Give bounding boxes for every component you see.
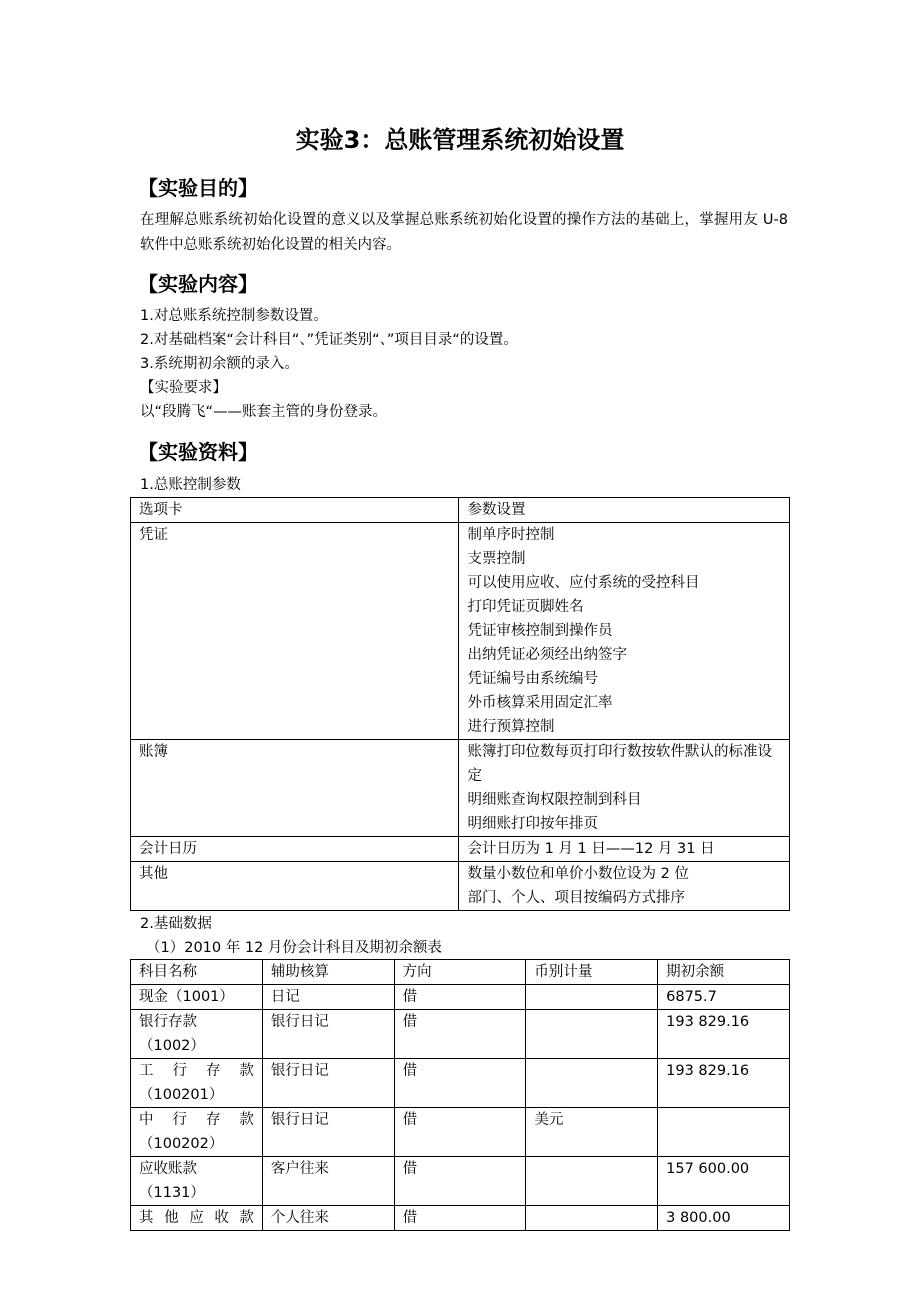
account-balance: 193 829.16 <box>658 1010 790 1059</box>
account-direction: 借 <box>394 1010 526 1059</box>
page-title: 实验3：总账管理系统初始设置 <box>295 126 625 154</box>
account-direction: 借 <box>394 1059 526 1108</box>
param-setting: 数量小数位和单价小数位设为 2 位 <box>467 866 689 882</box>
account-code: （100202） <box>139 1136 224 1152</box>
account-aux: 银行日记 <box>262 1010 394 1059</box>
account-balance: 3 800.00 <box>658 1206 790 1231</box>
account-direction: 借 <box>394 1206 526 1231</box>
param-setting: 明细账查询权限控制到科目 <box>467 792 642 808</box>
table-row <box>131 985 790 1010</box>
table-row <box>131 1157 790 1206</box>
account-aux: 银行日记 <box>262 1059 394 1108</box>
table-header-row <box>131 960 790 985</box>
param-setting: 凭证审核控制到操作员 <box>467 623 613 639</box>
account-code: （100201） <box>139 1087 224 1103</box>
account-name <box>131 1059 263 1108</box>
table-header-cell: 期初余额 <box>658 960 790 985</box>
content-item-1: 1.对总账系统控制参数设置。 <box>140 308 328 324</box>
account-aux: 客户往来 <box>262 1157 394 1206</box>
account-currency <box>526 1010 658 1059</box>
account-name <box>131 1206 263 1231</box>
account-name-text: 中行存款 <box>139 1112 254 1128</box>
param-setting: 可以使用应收、应付系统的受控科目 <box>467 575 700 591</box>
accounts-table <box>130 959 790 1231</box>
table-header-cell: 选项卡 <box>131 498 459 523</box>
requirement-heading: 【实验要求】 <box>140 380 227 396</box>
param-setting: 外币核算采用固定汇率 <box>467 695 613 711</box>
account-balance: 193 829.16 <box>658 1059 790 1108</box>
table-row <box>131 740 790 837</box>
account-currency <box>526 1206 658 1231</box>
param-setting: 凭证编号由系统编号 <box>467 671 598 687</box>
account-aux: 日记 <box>262 985 394 1010</box>
accounts-table-caption: （1）2010 年 12 月份会计科目及期初余额表 <box>146 940 442 956</box>
section-heading-content: 【实验内容】 <box>138 272 258 296</box>
content-item-3: 3.系统期初余额的录入。 <box>140 356 299 372</box>
materials-sub1: 1.总账控制参数 <box>140 477 241 493</box>
param-setting: 账簿打印位数每页打印行数按软件默认的标准设定 <box>467 744 772 784</box>
account-name: 银行存款（1002） <box>131 1010 263 1059</box>
table-row <box>131 837 790 862</box>
param-setting: 打印凭证页脚姓名 <box>467 599 584 615</box>
account-balance: 157 600.00 <box>658 1157 790 1206</box>
account-currency <box>526 1157 658 1206</box>
account-currency <box>526 985 658 1010</box>
table-header-cell: 科目名称 <box>131 960 263 985</box>
purpose-text: 在理解总账系统初始化设置的意义以及掌握总账系统初始化设置的操作方法的基础上，掌握用友 U-8 软件中总账系统初始化设置的相关内容。 <box>140 212 788 253</box>
table-header-cell: 币别计量 <box>526 960 658 985</box>
table-row <box>131 1010 790 1059</box>
param-setting: 制单序时控制 <box>467 527 555 543</box>
table-header-row <box>131 498 790 523</box>
table-header-cell: 辅助核算 <box>262 960 394 985</box>
account-currency: 美元 <box>526 1108 658 1157</box>
param-tab: 会计日历 <box>131 837 459 862</box>
account-name-text: 工行存款 <box>139 1063 254 1079</box>
param-setting: 进行预算控制 <box>467 719 555 735</box>
table-row <box>131 1059 790 1108</box>
param-tab: 凭证 <box>131 523 459 740</box>
account-name-text: 其他应收款 <box>139 1210 254 1226</box>
param-setting: 明细账打印按年排页 <box>467 816 598 832</box>
table-header-cell: 方向 <box>394 960 526 985</box>
materials-sub2: 2.基础数据 <box>140 916 212 932</box>
params-table <box>130 497 790 911</box>
section-heading-purpose: 【实验目的】 <box>138 176 258 200</box>
param-tab: 账簿 <box>131 740 459 837</box>
table-row <box>131 523 790 740</box>
account-balance <box>658 1108 790 1157</box>
account-balance: 6875.7 <box>658 985 790 1010</box>
account-name <box>131 1108 263 1157</box>
requirement-text: 以“段腾飞“——账套主管的身份登录。 <box>140 404 388 420</box>
account-name: 现金（1001） <box>131 985 263 1010</box>
param-setting: 会计日历为 1 月 1 日——12 月 31 日 <box>467 841 715 857</box>
param-tab: 其他 <box>131 862 459 911</box>
param-settings <box>459 837 790 862</box>
section-heading-materials: 【实验资料】 <box>138 440 258 464</box>
param-setting: 支票控制 <box>467 551 526 567</box>
table-row <box>131 1108 790 1157</box>
content-item-2: 2.对基础档案“会计科目“、”凭证类别“、”项目目录“的设置。 <box>140 332 518 348</box>
param-setting: 出纳凭证必须经出纳签字 <box>467 647 627 663</box>
param-settings <box>459 523 790 740</box>
table-header-cell: 参数设置 <box>459 498 790 523</box>
param-settings <box>459 862 790 911</box>
account-aux: 个人往来 <box>262 1206 394 1231</box>
table-row <box>131 1206 790 1231</box>
account-direction: 借 <box>394 985 526 1010</box>
table-row <box>131 862 790 911</box>
account-direction: 借 <box>394 1157 526 1206</box>
param-setting: 部门、个人、项目按编码方式排序 <box>467 890 685 906</box>
account-currency <box>526 1059 658 1108</box>
account-direction: 借 <box>394 1108 526 1157</box>
account-name: 应收账款（1131） <box>131 1157 263 1206</box>
param-settings <box>459 740 790 837</box>
account-aux: 银行日记 <box>262 1108 394 1157</box>
